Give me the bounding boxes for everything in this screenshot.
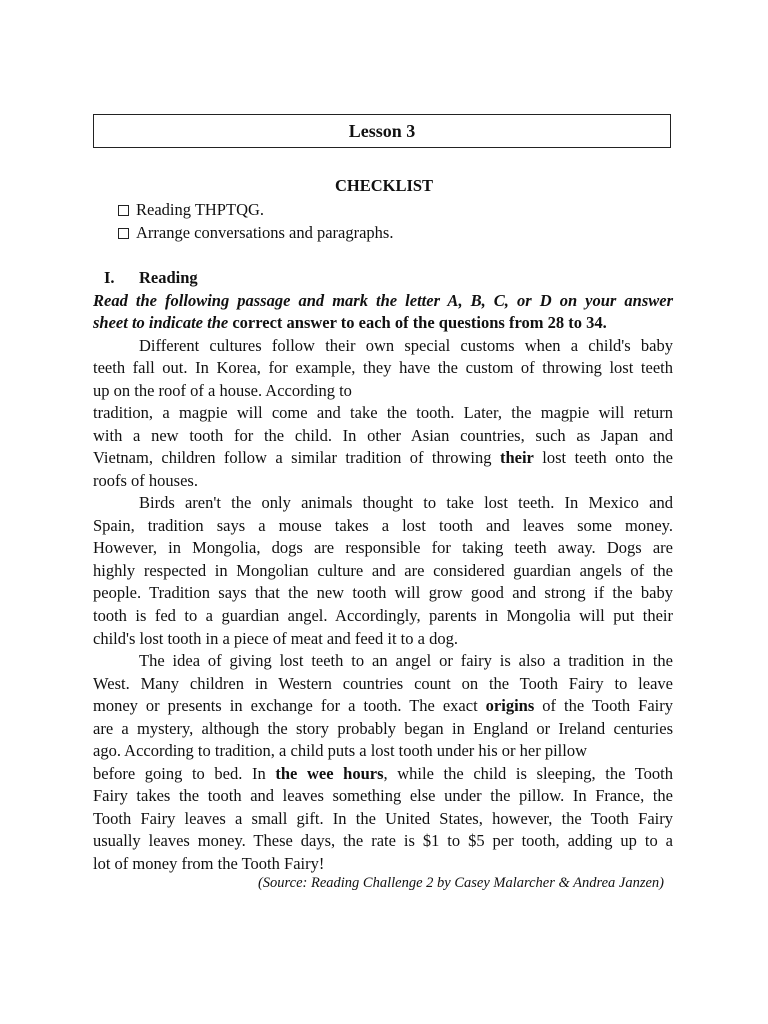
passage-line xyxy=(93,628,673,650)
passage-text: teeth fall out. In Korea, for example, they have the custom of throwing lost teeth xyxy=(93,358,673,377)
emphasized-word: their xyxy=(499,448,534,467)
passage-text: lost teeth onto the xyxy=(533,448,673,467)
section-number: I. xyxy=(104,268,115,287)
passage-text: , while the child is sleeping, the Tooth xyxy=(383,764,674,783)
passage-line xyxy=(93,650,673,672)
passage-line xyxy=(93,560,673,582)
checkbox-icon[interactable] xyxy=(118,228,129,239)
passage-text: tradition, a magpie will come and take the tooth. Later, the magpie will return xyxy=(93,403,673,422)
checkbox-icon[interactable] xyxy=(118,205,129,216)
passage-text: tooth is fed to a guardian angel. Accordingly, parents in Mongolia will put their xyxy=(93,606,673,625)
passage-line xyxy=(93,425,673,447)
passage-line xyxy=(93,673,673,695)
passage-text: money or presents in exchange for a tooth. The exact xyxy=(93,696,486,715)
passage-text: before going to bed. In xyxy=(93,764,276,783)
instructions-line-1: Read the following passage and mark the letter A, B, C, or D on your answer xyxy=(93,291,673,310)
passage-line xyxy=(93,492,673,514)
passage-text: Fairy takes the tooth and leaves something else under the pillow. In France, the xyxy=(93,786,673,805)
instructions-italic: sheet to indicate the xyxy=(93,313,229,332)
passage-text: Vietnam, children follow a similar tradition of throwing xyxy=(93,448,500,467)
passage-text: Tooth Fairy leaves a small gift. In the United States, however, the Tooth Fairy xyxy=(93,809,673,828)
passage-line xyxy=(93,447,673,469)
checklist-heading xyxy=(0,176,768,196)
passage-text: highly respected in Mongolian culture and are considered guardian angels of the xyxy=(93,561,673,580)
emphasized-word: origins xyxy=(485,696,535,715)
passage-text: are a mystery, although the story probably began in England or Ireland centuries xyxy=(93,719,673,738)
passage-text: Spain, tradition says a mouse takes a lost tooth and leaves some money. xyxy=(93,516,673,535)
section-heading xyxy=(104,268,198,288)
passage-text: with a new tooth for the child. In other Asian countries, such as Japan and xyxy=(93,426,673,445)
instructions-bold: correct answer to each of the questions from 28 to 34. xyxy=(228,313,607,332)
passage-line xyxy=(93,695,673,717)
passage-text: roofs of houses. xyxy=(93,471,198,490)
passage-line xyxy=(93,808,673,830)
passage-line xyxy=(93,402,673,424)
passage-text: The idea of giving lost teeth to an angel or fairy is also a tradition in the xyxy=(139,651,673,670)
passage-line xyxy=(93,785,673,807)
lesson-title-box xyxy=(93,114,671,148)
passage-text: Different cultures follow their own special customs when a child's baby xyxy=(139,336,673,355)
passage-line xyxy=(93,605,673,627)
passage-line xyxy=(93,582,673,604)
passage-text: child's lost tooth in a piece of meat and feed it to a dog. xyxy=(93,629,458,648)
passage-text: lot of money from the Tooth Fairy! xyxy=(93,854,325,873)
checklist-item-label: Reading THPTQG. xyxy=(136,200,265,219)
passage-line xyxy=(93,357,673,379)
passage-text: Birds aren't the only animals thought to take lost teeth. In Mexico and xyxy=(139,493,673,512)
emphasized-word: the wee hours xyxy=(275,764,384,783)
passage-line xyxy=(93,515,673,537)
passage-line xyxy=(93,470,673,492)
checklist-item-label: Arrange conversations and paragraphs. xyxy=(136,223,394,242)
passage-line xyxy=(93,740,673,762)
passage-text: people. Tradition says that the new tooth will grow good and strong if the baby xyxy=(93,583,673,602)
passage-line xyxy=(93,380,673,402)
passage-text: of the Tooth Fairy xyxy=(534,696,673,715)
passage-text: West. Many children in Western countries count on the Tooth Fairy to leave xyxy=(93,674,673,693)
passage-line xyxy=(93,830,673,852)
passage-line xyxy=(93,853,673,875)
passage-text: up on the roof of a house. According to xyxy=(93,381,352,400)
passage-text: usually leaves money. These days, the rate is $1 to $5 per tooth, adding up to a xyxy=(93,831,673,850)
section-title: Reading xyxy=(139,268,198,287)
passage-text: However, in Mongolia, dogs are responsible for taking teeth away. Dogs are xyxy=(93,538,673,557)
passage-line xyxy=(93,537,673,559)
source-citation: (Source: Reading Challenge 2 by Casey Malarcher & Andrea Janzen) xyxy=(257,875,664,891)
checklist-item[interactable] xyxy=(118,200,264,220)
passage-line xyxy=(93,718,673,740)
checklist-item[interactable] xyxy=(118,223,393,243)
passage-text: ago. According to tradition, a child puts a lost tooth under his or her pillow xyxy=(93,741,588,760)
passage-line xyxy=(93,335,673,357)
lesson-title: Lesson 3 xyxy=(348,120,416,141)
instructions xyxy=(93,290,673,334)
checklist-title: CHECKLIST xyxy=(334,176,434,195)
passage-line xyxy=(93,763,673,785)
instructions-line-2 xyxy=(93,312,673,334)
